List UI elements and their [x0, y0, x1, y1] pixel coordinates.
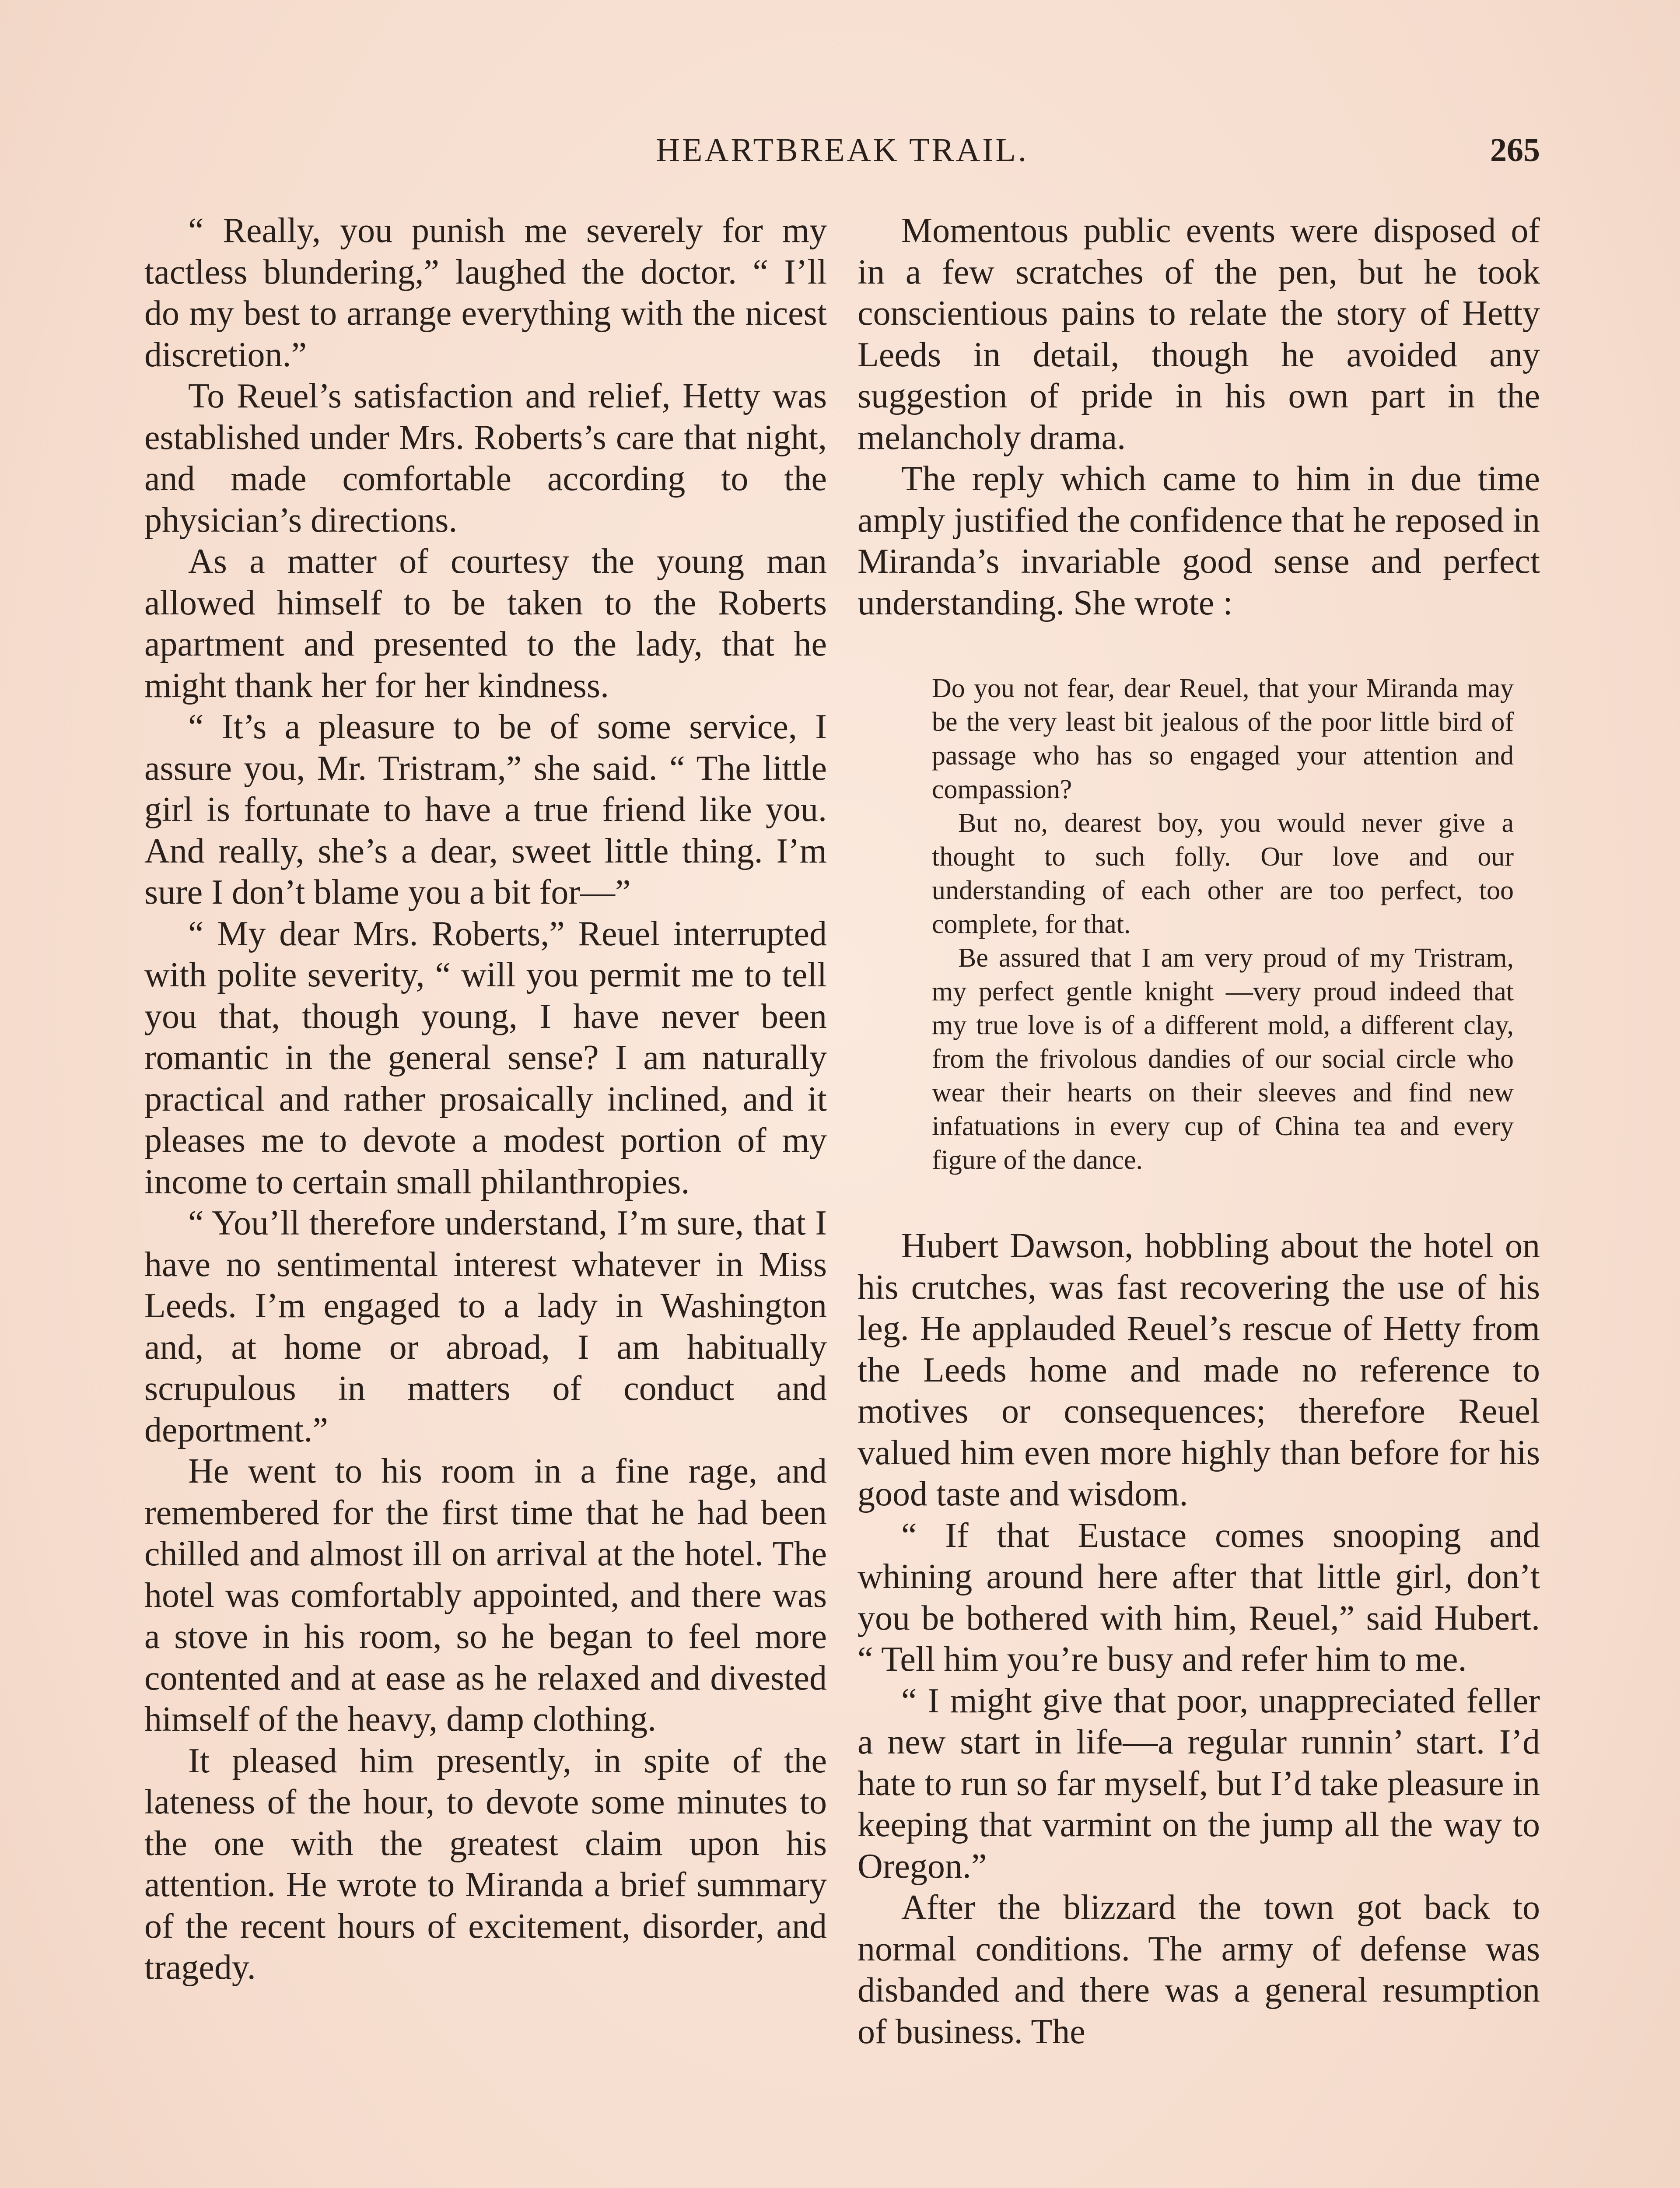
paragraph: “ It’s a pleasure to be of some service, I assure you, Mr. Tristram,” she said. “ The little girl is fortunate to have a true friend like you. And really, she’s a dear, sweet little thing. I’m sure I don’t blame you a bit for—” — [144, 708, 827, 912]
paragraph: As a matter of courtesy the young man allowed himself to be taken to the Roberts apartment and presented to the lady, that he might thank her for her kindness. — [144, 542, 827, 705]
letter-paragraph: Do you not fear, dear Reuel, that your Miranda may be the very least bit jealous of the poor little bird of passage who has so engaged your attention and compassion? — [932, 673, 1514, 804]
paragraph: “ If that Eustace comes snooping and whining around here after that little girl, don’t you be bothered with him, Reuel,” said Hubert. “ Tell him you’re busy and refer him to me. — [858, 1516, 1540, 1679]
paragraph: The reply which came to him in due time amply justified the confidence that he reposed in Miranda’s invariable good sense and perfect understanding. She wrote : — [858, 459, 1540, 622]
paragraph: “ My dear Mrs. Roberts,” Reuel interrupted with polite severity, “ will you permit me to tell you that, though young, I have never been romantic in the general sense? I am naturally practical and rather prosaically inclined, and it pleases me to devote a modest portion of my income to certain small philanthropies. — [144, 914, 827, 1201]
paragraph: He went to his room in a fine rage, and remembered for the first time that he had been chilled and almost ill on arrival at the hotel. The hotel was comfortably appointed, and there was a stove in his room, so he began to feel more contented and at ease as he relaxed and divested himself of the heavy, damp clothing. — [144, 1452, 827, 1739]
paragraph: Hubert Dawson, hobbling about the hotel on his crutches, was fast recovering the use of his leg. He applauded Reuel’s rescue of Hetty from the Leeds home and made no reference to motives or consequences; therefore Reuel valued him even more highly than before for his good taste and wisdom. — [858, 1227, 1540, 1513]
paragraph: After the blizzard the town got back to normal conditions. The army of defense was disbanded and there was a general resumption of business. The — [858, 1888, 1540, 2051]
letter-quote — [932, 672, 1514, 1177]
right-column — [858, 210, 1540, 2052]
left-column — [144, 210, 827, 1988]
paragraph: It pleased him presently, in spite of the lateness of the hour, to devote some minutes to the one with the greatest claim upon his attention. He wrote to Miranda a brief summary of the recent hours of excitement, disorder, and tragedy. — [144, 1741, 827, 1987]
letter-paragraph: But no, dearest boy, you would never give a thought to such folly. Our love and our understanding of each other are too perfect, too complete, for that. — [932, 808, 1514, 939]
paragraph: “ Really, you punish me severely for my tactless blundering,” laughed the doctor. “ I’ll do my best to arrange everything with the nicest discretion.” — [144, 211, 827, 374]
paragraph: “ You’ll therefore understand, I’m sure, that I have no sentimental interest whatever in Miss Leeds. I’m engaged to a lady in Washington and, at home or abroad, I am habitually scrupulous in matters of conduct and deportment.” — [144, 1204, 827, 1449]
page-number: 265 — [1490, 132, 1540, 168]
running-title: HEARTBREAK TRAIL. — [656, 132, 1029, 168]
page-header — [144, 131, 1540, 184]
after-letter-text — [858, 1225, 1540, 2052]
paragraph: Momentous public events were disposed of in a few scratches of the pen, but he took conscientious pains to relate the story of Hetty Leeds in detail, though he avoided any suggestion of pride in his own part in the melancholy drama. — [858, 211, 1540, 457]
paragraph: To Reuel’s satisfaction and relief, Hetty was established under Mrs. Roberts’s care that night, and made comfortable according to the physician’s directions. — [144, 377, 827, 540]
paragraph: “ I might give that poor, unappreciated feller a new start in life—a regular runnin’ start. I’d hate to run so far myself, but I’d take pleasure in keeping that varmint on the jump all the way to Oregon.” — [858, 1681, 1540, 1886]
letter-paragraph: Be assured that I am very proud of my Tristram, my perfect gentle knight —very proud indeed that my true love is of a different mold, a different clay, from the frivolous dandies of our social circle who wear their hearts on their sleeves and find new infatuations in every cup of China tea and every figure of the dance. — [932, 943, 1514, 1175]
